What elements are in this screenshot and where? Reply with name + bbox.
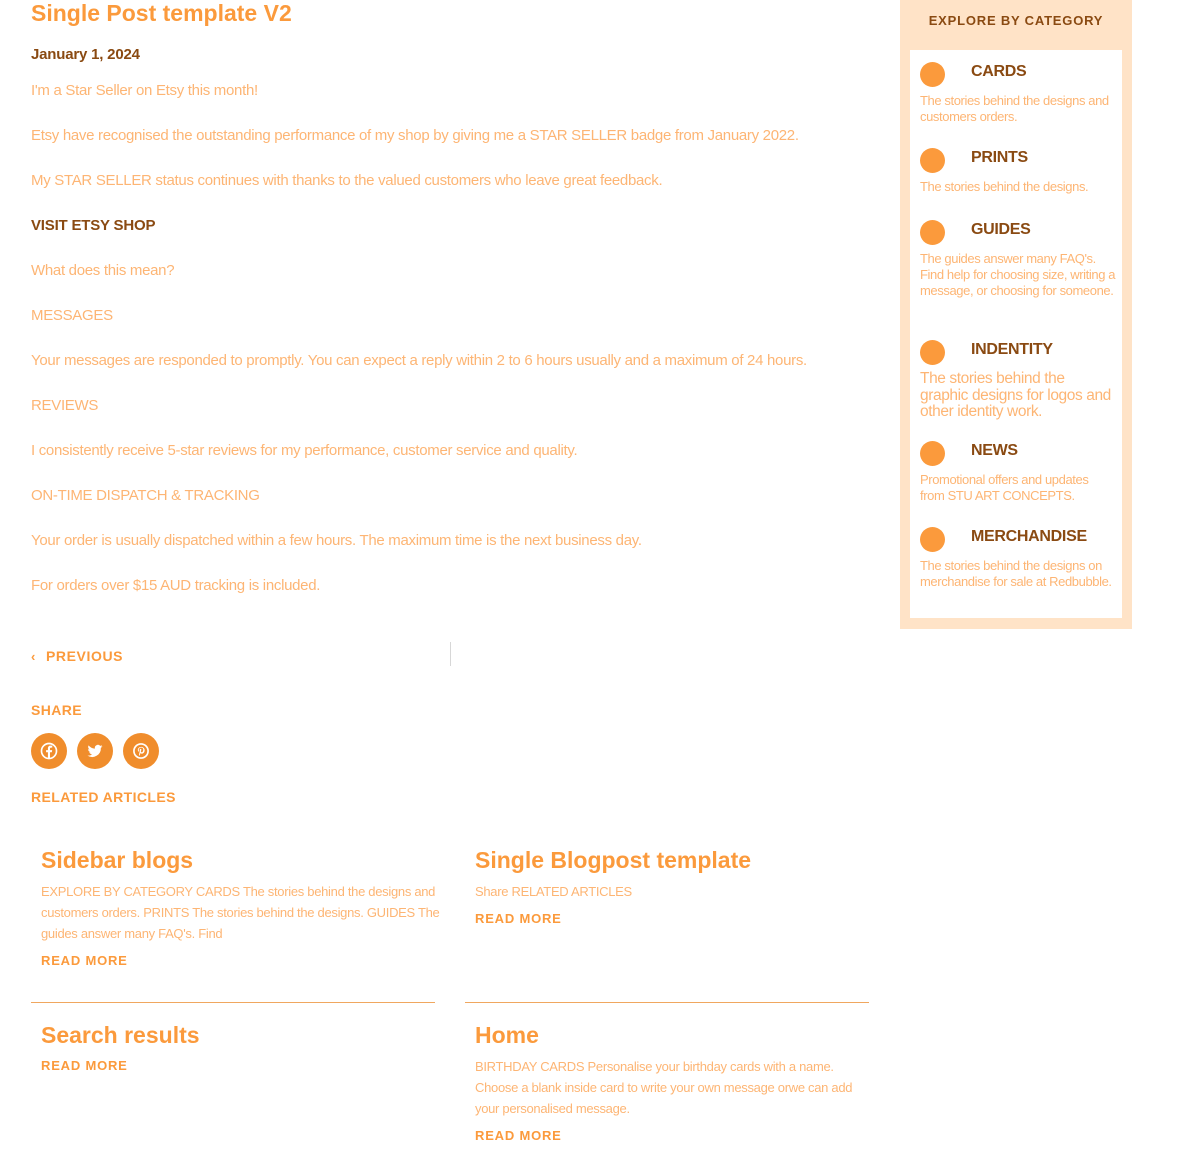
related-articles-title: RELATED ARTICLES — [31, 789, 176, 805]
previous-post-link[interactable] — [31, 648, 123, 664]
category-label[interactable]: PRINTS — [971, 149, 1028, 166]
category-label[interactable]: MERCHANDISE — [971, 528, 1087, 545]
post-paragraph: Etsy have recognised the outstanding performance of my shop by giving me a STAR SELLER badge from January 2022. — [31, 127, 799, 144]
card-divider — [31, 1002, 435, 1003]
related-article-title[interactable]: Home — [475, 1022, 539, 1048]
category-dot-icon — [920, 441, 945, 466]
related-article-title[interactable]: Sidebar blogs — [41, 847, 194, 873]
post-paragraph: I consistently receive 5-star reviews for my performance, customer service and quality. — [31, 442, 578, 459]
read-more-link[interactable]: READ MORE — [41, 1058, 128, 1073]
category-dot-icon — [920, 148, 945, 173]
related-article-excerpt: EXPLORE BY CATEGORY CARDS The stories behind the designs and customers orders. PRINTS The stories behind the designs. GUIDES The guides answer many FAQ's. Find — [41, 884, 440, 941]
twitter-share-button[interactable] — [77, 733, 113, 769]
post-title: Single Post template V2 — [31, 0, 292, 26]
read-more-link[interactable]: READ MORE — [475, 911, 562, 926]
related-article-card — [41, 1022, 445, 1075]
related-article-card — [475, 1022, 879, 1145]
pinterest-icon — [131, 741, 151, 761]
share-buttons — [31, 733, 159, 769]
post-paragraph: MESSAGES — [31, 307, 113, 324]
share-title: SHARE — [31, 702, 83, 718]
category-label[interactable]: INDENTITY — [971, 341, 1053, 358]
visit-etsy-shop-link[interactable]: VISIT ETSY SHOP — [31, 217, 156, 234]
chevron-left-icon: ‹ — [31, 649, 36, 664]
category-label[interactable]: NEWS — [971, 442, 1018, 459]
post-paragraph: I'm a Star Seller on Etsy this month! — [31, 82, 258, 99]
related-article-excerpt: BIRTHDAY CARDS Personalise your birthday cards with a name. Choose a blank inside card to write your own message orwe can add your personalised message. — [475, 1059, 853, 1116]
previous-label: PREVIOUS — [45, 648, 124, 664]
category-sidebar — [900, 0, 1132, 629]
category-dot-icon — [920, 220, 945, 245]
related-article-title[interactable]: Search results — [41, 1022, 200, 1048]
category-dot-icon — [920, 527, 945, 552]
navigation-divider — [450, 642, 451, 666]
facebook-share-button[interactable] — [31, 733, 67, 769]
post-paragraph: Your order is usually dispatched within a few hours. The maximum time is the next business day. — [31, 532, 642, 549]
category-label[interactable]: GUIDES — [971, 221, 1031, 238]
main-content — [31, 0, 871, 1143]
category-description: Promotional offers and updates from STU ART CONCEPTS. — [920, 472, 1089, 503]
related-article-card — [475, 847, 879, 928]
category-description: The stories behind the designs and customers orders. — [920, 93, 1109, 124]
related-article-card — [41, 847, 445, 970]
post-body — [31, 82, 871, 594]
twitter-icon — [85, 741, 105, 761]
post-paragraph: ON-TIME DISPATCH & TRACKING — [31, 487, 260, 504]
pinterest-share-button[interactable] — [123, 733, 159, 769]
category-description: The stories behind the graphic designs for logos and other identity work. — [920, 370, 1111, 420]
read-more-link[interactable]: READ MORE — [475, 1128, 562, 1143]
related-article-excerpt: Share RELATED ARTICLES — [475, 884, 632, 899]
sidebar-title: EXPLORE BY CATEGORY — [928, 13, 1104, 28]
category-description: The stories behind the designs. — [920, 179, 1089, 194]
post-paragraph: REVIEWS — [31, 397, 99, 414]
card-divider — [465, 1002, 869, 1003]
category-description: The guides answer many FAQ's. Find help for choosing size, writing a message, or choosing for someone. — [920, 251, 1116, 298]
post-paragraph: Your messages are responded to promptly. You can expect a reply within 2 to 6 hours usually and a maximum of 24 hours. — [31, 352, 807, 369]
category-description: The stories behind the designs on merchandise for sale at Redbubble. — [920, 558, 1112, 589]
related-article-title[interactable]: Single Blogpost template — [475, 847, 752, 873]
post-navigation — [31, 642, 871, 666]
category-dot-icon — [920, 62, 945, 87]
category-dot-icon — [920, 340, 945, 365]
read-more-link[interactable]: READ MORE — [41, 953, 128, 968]
post-date: January 1, 2024 — [31, 46, 140, 63]
post-paragraph: My STAR SELLER status continues with thanks to the valued customers who leave great feedback. — [31, 172, 663, 189]
post-paragraph: For orders over $15 AUD tracking is included. — [31, 577, 321, 594]
facebook-icon — [39, 741, 59, 761]
post-paragraph: What does this mean? — [31, 262, 175, 279]
category-list — [910, 50, 1122, 618]
category-label[interactable]: CARDS — [971, 63, 1027, 80]
